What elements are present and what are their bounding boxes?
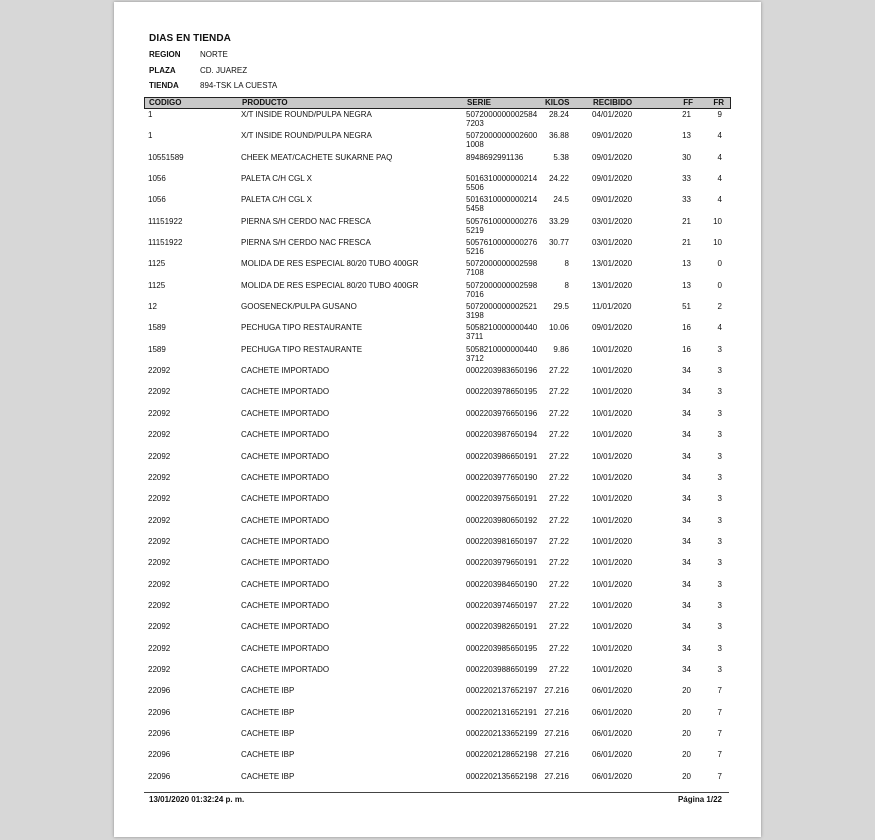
cell-codigo: 22092 (148, 366, 171, 376)
meta-plaza (149, 66, 247, 76)
cell-serie: 0002203974650197 (466, 600, 538, 610)
cell-kilos: 33.29 (548, 216, 569, 226)
cell-recibido: 03/01/2020 (592, 238, 633, 248)
cell-producto: MOLIDA DE RES ESPECIAL 80/20 TUBO 400GR (241, 280, 419, 290)
cell-codigo: 10551589 (148, 152, 184, 162)
cell-codigo: 22092 (148, 472, 171, 482)
cell-serie: 0002203986650191 (466, 451, 538, 461)
cell-fr: 3 (717, 451, 722, 461)
table-row (144, 516, 729, 537)
table-row (144, 281, 729, 302)
cell-producto: CACHETE IMPORTADO (241, 451, 330, 461)
cell-fr: 3 (717, 643, 722, 653)
cell-fr: 10 (713, 216, 722, 226)
table-row (144, 195, 729, 216)
cell-codigo: 22092 (148, 579, 171, 589)
table-row (144, 110, 729, 131)
table-row (144, 494, 729, 515)
table-row (144, 131, 729, 152)
cell-codigo: 11151922 (148, 216, 183, 226)
footer-page-number: Página 1/22 (677, 795, 722, 804)
cell-ff: 34 (682, 558, 691, 568)
cell-serie: 0002202128652198 (466, 750, 538, 760)
report-page (114, 2, 761, 837)
cell-producto: CACHETE IMPORTADO (241, 622, 330, 632)
cell-fr: 7 (717, 686, 722, 696)
table-row (144, 430, 729, 451)
cell-codigo: 22092 (148, 515, 171, 525)
cell-serie: 50720000000025847203 (466, 110, 538, 128)
cell-fr: 4 (717, 195, 722, 205)
cell-producto: PECHUGA TIPO RESTAURANTE (241, 344, 363, 354)
cell-producto: CACHETE IMPORTADO (241, 472, 330, 482)
cell-ff: 16 (682, 323, 691, 333)
cell-fr: 7 (717, 728, 722, 738)
cell-ff: 21 (682, 238, 691, 248)
cell-ff: 21 (682, 216, 691, 226)
cell-producto: MOLIDA DE RES ESPECIAL 80/20 TUBO 400GR (241, 259, 419, 269)
cell-recibido: 09/01/2020 (592, 152, 633, 162)
cell-recibido: 09/01/2020 (592, 323, 633, 333)
cell-fr: 3 (717, 430, 722, 440)
cell-ff: 20 (682, 686, 691, 696)
cell-ff: 34 (682, 600, 691, 610)
cell-recibido: 10/01/2020 (592, 600, 633, 610)
cell-codigo: 12 (148, 302, 157, 312)
table-row (144, 473, 729, 494)
meta-value: CD. JUAREZ (200, 66, 248, 75)
table-row (144, 537, 729, 558)
cell-producto: CACHETE IMPORTADO (241, 430, 330, 440)
column-header-codigo: CODIGO (149, 98, 182, 107)
cell-fr: 9 (717, 110, 722, 119)
cell-kilos: 27.22 (548, 408, 569, 418)
cell-producto: CACHETE IMPORTADO (241, 494, 330, 504)
cell-serie: 50720000000025987108 (466, 259, 538, 278)
cell-producto: CACHETE IMPORTADO (241, 515, 330, 525)
cell-codigo: 22096 (148, 707, 171, 717)
cell-serie: 0002203987650194 (466, 430, 538, 440)
cell-fr: 4 (717, 131, 722, 141)
cell-recibido: 06/01/2020 (592, 707, 633, 717)
cell-fr: 3 (717, 600, 722, 610)
cell-fr: 10 (713, 238, 722, 248)
cell-codigo: 22092 (148, 664, 171, 674)
cell-recibido: 06/01/2020 (592, 686, 633, 696)
table-row (144, 558, 729, 579)
cell-ff: 20 (682, 750, 691, 760)
cell-serie: 8948692991136 (466, 152, 524, 162)
cell-ff: 13 (682, 259, 691, 269)
cell-fr: 3 (717, 536, 722, 546)
cell-kilos: 36.88 (548, 131, 569, 141)
cell-serie: 0002203981650197 (466, 536, 538, 546)
cell-kilos: 27.22 (548, 472, 569, 482)
cell-recibido: 09/01/2020 (592, 174, 633, 184)
cell-ff: 51 (682, 302, 691, 312)
cell-ff: 34 (682, 579, 691, 589)
cell-ff: 34 (682, 643, 691, 653)
cell-serie: 50163100000002145458 (466, 195, 538, 214)
cell-codigo: 22096 (148, 728, 171, 738)
cell-kilos: 27.22 (548, 494, 569, 504)
cell-recibido: 10/01/2020 (592, 344, 633, 354)
cell-codigo: 1 (148, 131, 153, 141)
cell-kilos: 27.22 (548, 600, 569, 610)
table-header (144, 97, 731, 109)
cell-producto: X/T INSIDE ROUND/PULPA NEGRA (241, 110, 372, 119)
cell-kilos: 24.5 (553, 195, 569, 205)
footer-divider (144, 792, 729, 793)
table-row (144, 729, 729, 750)
meta-value: 894-TSK LA CUESTA (200, 81, 278, 90)
cell-fr: 3 (717, 558, 722, 568)
cell-serie: 50720000000025987016 (466, 280, 538, 299)
table-row (144, 345, 729, 366)
cell-ff: 20 (682, 707, 691, 717)
meta-value: NORTE (200, 50, 228, 59)
cell-ff: 34 (682, 387, 691, 397)
cell-producto: CACHETE IBP (241, 750, 295, 760)
cell-serie: 50576100000002765219 (466, 216, 538, 235)
column-header-serie: SERIE (467, 98, 492, 107)
cell-kilos: 27.22 (548, 558, 569, 568)
cell-codigo: 22096 (148, 686, 171, 696)
cell-serie: 0002202133652199 (466, 728, 538, 738)
cell-recibido: 10/01/2020 (592, 472, 633, 482)
cell-codigo: 1125 (148, 280, 166, 290)
cell-fr: 3 (717, 366, 722, 376)
table-row (144, 302, 729, 323)
cell-recibido: 06/01/2020 (592, 771, 633, 781)
cell-serie: 0002203983650196 (466, 366, 538, 376)
cell-fr: 4 (717, 323, 722, 333)
cell-producto: CHEEK MEAT/CACHETE SUKARNE PAQ (241, 152, 393, 162)
cell-producto: CACHETE IBP (241, 686, 295, 696)
table-row (144, 238, 729, 259)
cell-kilos: 9.86 (553, 344, 569, 354)
cell-kilos: 27.22 (548, 451, 569, 461)
cell-recibido: 10/01/2020 (592, 643, 633, 653)
cell-fr: 7 (717, 750, 722, 760)
cell-fr: 7 (717, 771, 722, 781)
table-row (144, 665, 729, 686)
column-header-producto: PRODUCTO (242, 98, 288, 107)
cell-serie: 50582100000004403711 (466, 323, 538, 342)
cell-serie: 0002203982650191 (466, 622, 538, 632)
cell-ff: 21 (682, 110, 691, 119)
cell-serie: 50720000000026001008 (466, 131, 538, 150)
cell-kilos: 8 (564, 259, 569, 269)
cell-serie: 50582100000004403712 (466, 344, 538, 363)
footer-timestamp: 13/01/2020 01:32:24 p. m. (149, 795, 245, 804)
cell-ff: 34 (682, 494, 691, 504)
cell-recibido: 10/01/2020 (592, 451, 633, 461)
cell-ff: 16 (682, 344, 691, 354)
cell-ff: 20 (682, 728, 691, 738)
table-row (144, 174, 729, 195)
cell-ff: 13 (682, 131, 691, 141)
cell-kilos: 27.22 (548, 387, 569, 397)
cell-kilos: 10.06 (548, 323, 569, 333)
table-row (144, 153, 729, 174)
cell-kilos: 5.38 (553, 152, 569, 162)
cell-codigo: 1 (148, 110, 153, 119)
cell-codigo: 1056 (148, 174, 166, 184)
cell-ff: 34 (682, 622, 691, 632)
cell-codigo: 1125 (148, 259, 166, 269)
table-row (144, 601, 729, 622)
cell-recibido: 06/01/2020 (592, 728, 633, 738)
cell-fr: 3 (717, 387, 722, 397)
cell-fr: 3 (717, 344, 722, 354)
cell-serie: 50163100000002145506 (466, 174, 538, 193)
table-row (144, 708, 729, 729)
cell-producto: PECHUGA TIPO RESTAURANTE (241, 323, 363, 333)
cell-recibido: 06/01/2020 (592, 750, 633, 760)
table-row (144, 772, 729, 793)
cell-ff: 34 (682, 515, 691, 525)
cell-recibido: 10/01/2020 (592, 515, 633, 525)
cell-ff: 34 (682, 536, 691, 546)
cell-producto: CACHETE IMPORTADO (241, 387, 330, 397)
meta-tienda (149, 81, 277, 91)
cell-fr: 3 (717, 408, 722, 418)
cell-fr: 3 (717, 579, 722, 589)
cell-kilos: 27.216 (544, 728, 569, 738)
cell-fr: 3 (717, 664, 722, 674)
cell-recibido: 10/01/2020 (592, 366, 633, 376)
cell-producto: PIERNA S/H CERDO NAC FRESCA (241, 238, 371, 248)
cell-recibido: 09/01/2020 (592, 131, 633, 141)
cell-recibido: 10/01/2020 (592, 622, 633, 632)
cell-serie: 0002202137652197 (466, 686, 538, 696)
table-row (144, 409, 729, 430)
cell-codigo: 22096 (148, 750, 171, 760)
cell-codigo: 22092 (148, 494, 171, 504)
meta-label: PLAZA (149, 66, 176, 75)
cell-serie: 0002203978650195 (466, 387, 538, 397)
cell-ff: 30 (682, 152, 691, 162)
cell-ff: 34 (682, 408, 691, 418)
cell-kilos: 24.22 (548, 174, 569, 184)
cell-serie: 0002203979650191 (466, 558, 538, 568)
cell-ff: 34 (682, 664, 691, 674)
table-row (144, 644, 729, 665)
cell-producto: X/T INSIDE ROUND/PULPA NEGRA (241, 131, 372, 141)
cell-recibido: 10/01/2020 (592, 558, 633, 568)
table-row (144, 750, 729, 771)
cell-codigo: 22092 (148, 558, 171, 568)
cell-ff: 20 (682, 771, 691, 781)
cell-kilos: 27.22 (548, 622, 569, 632)
table-row (144, 217, 729, 238)
report-title: DIAS EN TIENDA (149, 33, 231, 44)
cell-ff: 34 (682, 472, 691, 482)
cell-kilos: 27.216 (544, 686, 569, 696)
cell-serie: 50720000000025213198 (466, 302, 538, 321)
cell-kilos: 27.22 (548, 664, 569, 674)
cell-codigo: 22092 (148, 622, 171, 632)
table-body (144, 110, 729, 793)
column-header-kilos: KILOS (545, 98, 570, 107)
cell-kilos: 8 (564, 280, 569, 290)
cell-fr: 0 (717, 280, 722, 290)
cell-recibido: 09/01/2020 (592, 195, 633, 205)
cell-producto: GOOSENECK/PULPA GUSANO (241, 302, 357, 312)
cell-fr: 7 (717, 707, 722, 717)
cell-producto: CACHETE IBP (241, 707, 295, 717)
cell-codigo: 22092 (148, 643, 171, 653)
cell-kilos: 30.77 (548, 238, 569, 248)
cell-fr: 4 (717, 174, 722, 184)
cell-kilos: 27.22 (548, 643, 569, 653)
table-row (144, 452, 729, 473)
cell-recibido: 04/01/2020 (592, 110, 633, 119)
cell-producto: CACHETE IMPORTADO (241, 408, 330, 418)
cell-kilos: 28.24 (548, 110, 569, 119)
cell-serie: 0002203984650190 (466, 579, 538, 589)
cell-serie: 0002203985650195 (466, 643, 538, 653)
cell-ff: 33 (682, 174, 691, 184)
cell-producto: CACHETE IMPORTADO (241, 579, 330, 589)
table-row (144, 387, 729, 408)
table-row (144, 323, 729, 344)
cell-fr: 3 (717, 472, 722, 482)
cell-fr: 4 (717, 152, 722, 162)
cell-serie: 0002203976650196 (466, 408, 538, 418)
cell-codigo: 22092 (148, 451, 171, 461)
cell-ff: 34 (682, 430, 691, 440)
cell-kilos: 29.5 (553, 302, 569, 312)
cell-ff: 13 (682, 280, 691, 290)
cell-serie: 0002203975650191 (466, 494, 538, 504)
cell-fr: 3 (717, 515, 722, 525)
cell-recibido: 13/01/2020 (592, 259, 633, 269)
column-header-ff: FF (683, 98, 693, 107)
table-row (144, 622, 729, 643)
cell-kilos: 27.216 (544, 750, 569, 760)
cell-codigo: 1056 (148, 195, 166, 205)
cell-fr: 2 (717, 302, 722, 312)
cell-ff: 33 (682, 195, 691, 205)
cell-producto: CACHETE IBP (241, 771, 295, 781)
cell-fr: 3 (717, 622, 722, 632)
cell-codigo: 22096 (148, 771, 171, 781)
column-header-recibido: RECIBIDO (593, 98, 633, 107)
cell-recibido: 10/01/2020 (592, 536, 633, 546)
cell-serie: 0002202135652198 (466, 771, 538, 781)
cell-producto: PALETA C/H CGL X (241, 195, 312, 205)
meta-label: REGION (149, 50, 181, 59)
cell-serie: 0002203980650192 (466, 515, 538, 525)
column-header-fr: FR (713, 98, 724, 107)
cell-recibido: 10/01/2020 (592, 664, 633, 674)
cell-recibido: 11/01/2020 (592, 302, 632, 312)
cell-codigo: 22092 (148, 430, 171, 440)
cell-codigo: 11151922 (148, 238, 183, 248)
cell-producto: CACHETE IBP (241, 728, 295, 738)
table-row (144, 366, 729, 387)
cell-kilos: 27.216 (544, 771, 569, 781)
table-row (144, 580, 729, 601)
cell-kilos: 27.22 (548, 579, 569, 589)
cell-kilos: 27.22 (548, 366, 569, 376)
cell-recibido: 10/01/2020 (592, 408, 633, 418)
cell-fr: 0 (717, 259, 722, 269)
cell-producto: CACHETE IMPORTADO (241, 558, 330, 568)
cell-serie: 0002203977650190 (466, 472, 538, 482)
cell-recibido: 13/01/2020 (592, 280, 633, 290)
cell-recibido: 10/01/2020 (592, 387, 633, 397)
meta-label: TIENDA (149, 81, 179, 90)
cell-recibido: 03/01/2020 (592, 216, 633, 226)
cell-kilos: 27.22 (548, 515, 569, 525)
meta-region (149, 50, 228, 60)
cell-producto: CACHETE IMPORTADO (241, 643, 330, 653)
cell-kilos: 27.216 (544, 707, 569, 717)
cell-recibido: 10/01/2020 (592, 579, 633, 589)
cell-codigo: 22092 (148, 600, 171, 610)
cell-codigo: 22092 (148, 408, 171, 418)
cell-codigo: 22092 (148, 387, 171, 397)
cell-recibido: 10/01/2020 (592, 430, 633, 440)
table-row (144, 686, 729, 707)
cell-producto: CACHETE IMPORTADO (241, 600, 330, 610)
table-row (144, 259, 729, 280)
cell-kilos: 27.22 (548, 430, 569, 440)
cell-producto: CACHETE IMPORTADO (241, 536, 330, 546)
cell-serie: 0002202131652191 (466, 707, 538, 717)
cell-serie: 0002203988650199 (466, 664, 538, 674)
cell-producto: PIERNA S/H CERDO NAC FRESCA (241, 216, 371, 226)
cell-ff: 34 (682, 366, 691, 376)
cell-kilos: 27.22 (548, 536, 569, 546)
cell-codigo: 1589 (148, 323, 166, 333)
cell-codigo: 1589 (148, 344, 166, 354)
cell-serie: 50576100000002765216 (466, 238, 538, 257)
cell-fr: 3 (717, 494, 722, 504)
cell-producto: PALETA C/H CGL X (241, 174, 312, 184)
cell-recibido: 10/01/2020 (592, 494, 633, 504)
cell-codigo: 22092 (148, 536, 171, 546)
cell-producto: CACHETE IMPORTADO (241, 366, 330, 376)
cell-producto: CACHETE IMPORTADO (241, 664, 330, 674)
cell-ff: 34 (682, 451, 691, 461)
